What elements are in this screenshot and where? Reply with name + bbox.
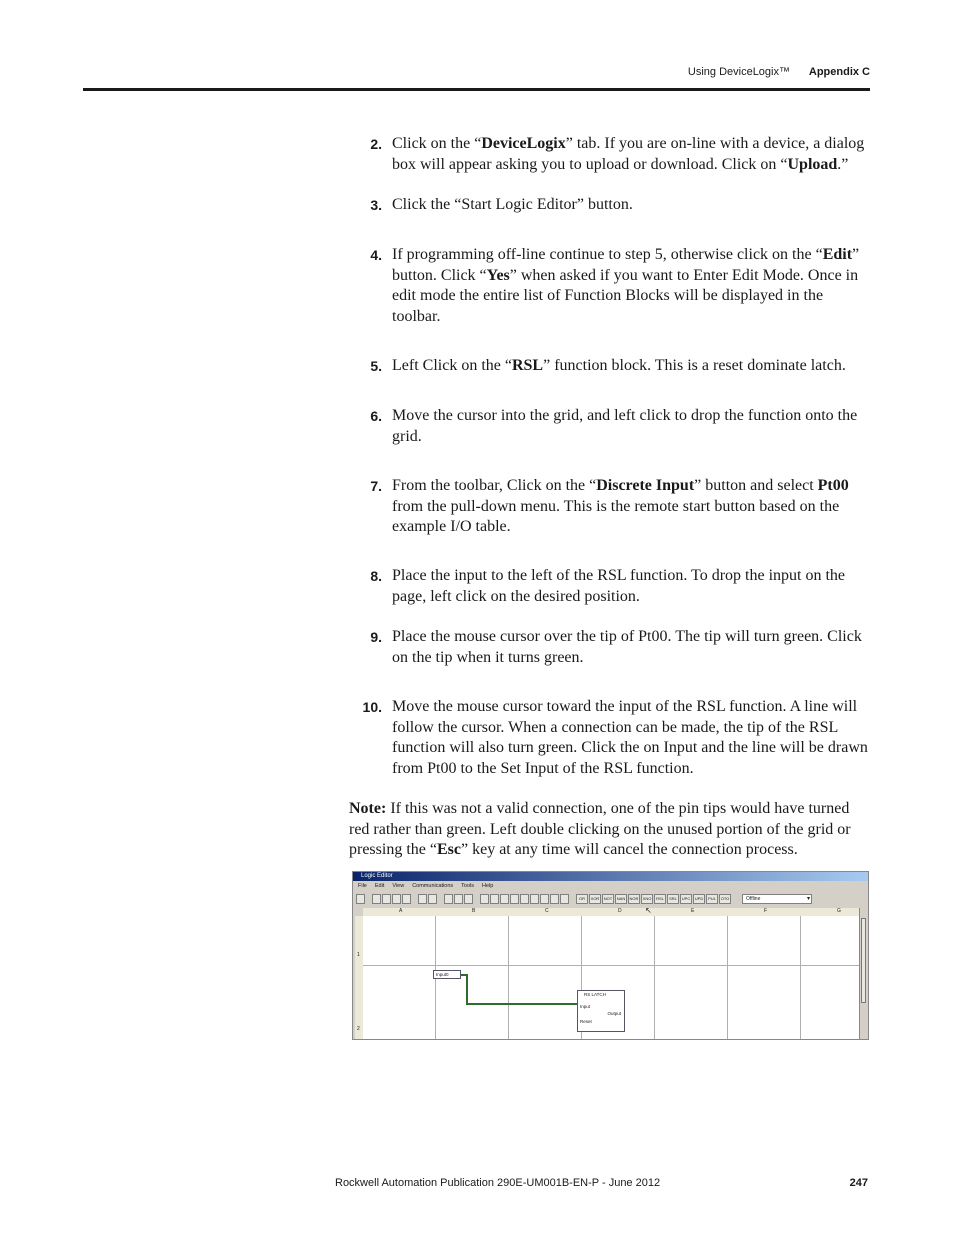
verify-icon <box>428 894 437 904</box>
col-label: G <box>837 908 841 914</box>
input-block: Input0 <box>433 970 461 979</box>
connection-wire <box>466 974 468 1005</box>
mouse-cursor-icon: ↖ <box>645 906 652 915</box>
discrete-output-icon <box>490 894 499 904</box>
header-rule <box>83 88 870 91</box>
grid-row-header <box>355 916 363 1039</box>
analog-input-icon <box>520 894 529 904</box>
col-label: A <box>399 908 403 914</box>
rs-latch-title: RS LATCH <box>584 992 606 997</box>
zoom-fit-icon <box>464 894 473 904</box>
zoom-out-icon <box>454 894 463 904</box>
fb-xnor: XNO <box>641 894 653 904</box>
step-number: 7. <box>370 478 382 494</box>
edit-icon <box>418 894 427 904</box>
fb-upc: UPC <box>680 894 692 904</box>
step-number: 10. <box>362 699 382 715</box>
mode-dropdown: Offline ▾ <box>742 894 812 904</box>
step-9: 9. Place the mouse cursor over the tip of Pt00. The tip will turn green. Click on the tip when it turns green. <box>360 627 870 668</box>
menu-communications: Communications <box>412 883 454 889</box>
fb-srl: SRL <box>667 894 679 904</box>
fb-not: NOT <box>602 894 614 904</box>
rs-latch-output: Output <box>607 1011 621 1016</box>
col-label: B <box>472 908 476 914</box>
step-number: 8. <box>370 568 382 584</box>
fb-rsl: RSL <box>654 894 666 904</box>
copy-icon <box>382 894 391 904</box>
step-10: 10. Move the mouse cursor toward the input of the RSL function. A line will follow the cursor. When a connection can be made, the tip of the RSL function will also turn green. Click the on Input and the line will be drawn from Pt00 to the Set Input of the RSL function. <box>360 697 870 779</box>
connection-wire <box>466 1003 577 1005</box>
window-title-bar: Logic Editor <box>353 872 868 881</box>
delete-icon <box>402 894 411 904</box>
network-output-icon <box>510 894 519 904</box>
fb-oto: OTO <box>719 894 731 904</box>
toolbar <box>353 892 868 906</box>
running-header-appendix: Appendix C <box>808 66 870 78</box>
step-3: 3. Click the “Start Logic Editor” button. <box>360 195 633 216</box>
col-label: D <box>618 908 622 914</box>
menu-view: View <box>392 883 405 889</box>
menu-edit: Edit <box>374 883 385 889</box>
row-label: 1 <box>357 952 360 958</box>
step-number: 2. <box>370 136 382 152</box>
step-5: 5. Left Click on the “RSL” function block. This is a reset dominate latch. <box>360 356 846 377</box>
esc-key: Esc <box>436 841 461 858</box>
note-label: Note: <box>349 800 387 817</box>
menu-file: File <box>358 883 367 889</box>
menu-help: Help <box>482 883 494 889</box>
zoom-in-icon <box>444 894 453 904</box>
row-label: 2 <box>357 1026 360 1032</box>
menu-bar <box>353 882 493 891</box>
print-icon <box>356 894 365 904</box>
note-paragraph: Note: If this was not a valid connection, one of the pin tips would have turned red rather than green. Left double clicking on the unused portion of the grid or pressing the “Esc” key at any time will cancel the connection process. <box>349 800 851 858</box>
step-7: 7. From the toolbar, Click on the “Discrete Input” button and select Pt00 from the pull-down menu. This is the remote start button based on the example I/O table. <box>360 476 870 538</box>
col-label: C <box>545 908 549 914</box>
scrollbar-thumb <box>861 918 866 1003</box>
analog-output-icon <box>530 894 539 904</box>
fb-nand: NAN <box>615 894 627 904</box>
running-header-title: Using DeviceLogix™ <box>687 66 790 78</box>
col-label: E <box>691 908 695 914</box>
rs-latch-reset: Reset <box>580 1019 592 1024</box>
and-gate-icon <box>560 894 569 904</box>
step-6: 6. Move the cursor into the grid, and left click to drop the function onto the grid. <box>360 406 870 447</box>
logic-editor-screenshot <box>352 871 869 1040</box>
fb-or: OR <box>576 894 588 904</box>
rs-latch-input: Input <box>580 1004 591 1009</box>
comment-icon <box>550 894 559 904</box>
col-label: F <box>764 908 768 914</box>
step-number: 3. <box>370 197 382 213</box>
step-number: 5. <box>370 358 382 374</box>
step-number: 4. <box>370 247 382 263</box>
fb-pul: PUL <box>706 894 718 904</box>
fb-xor: XOR <box>589 894 601 904</box>
cut-icon <box>372 894 381 904</box>
network-input-icon <box>500 894 509 904</box>
menu-tools: Tools <box>461 883 474 889</box>
discrete-input-icon <box>480 894 489 904</box>
fb-upd: UPD <box>693 894 705 904</box>
fb-nor: NOR <box>628 894 640 904</box>
paste-icon <box>392 894 401 904</box>
step-2: 2. Click on the “DeviceLogix” tab. If you are on-line with a device, a dialog box will appear asking you to upload or download. Click on “Upload.” <box>360 134 870 175</box>
step-number: 6. <box>370 408 382 424</box>
footer-publication: Rockwell Automation Publication 290E-UM001B-EN-P - June 2012 <box>335 1177 661 1189</box>
step-8: 8. Place the input to the left of the RSL function. To drop the input on the page, left click on the desired position. <box>360 566 870 607</box>
page-number: 247 <box>849 1177 868 1189</box>
step-number: 9. <box>370 629 382 645</box>
step-4: 4. If programming off-line continue to step 5, otherwise click on the “Edit” button. Click “Yes” when asked if you want to Enter Edit Mode. Once in edit mode the entire list of Function Blocks will be displayed in the toolbar. <box>360 245 870 327</box>
vertical-scrollbar <box>859 908 868 1039</box>
rs-latch-block <box>577 990 625 1032</box>
function-icon <box>540 894 549 904</box>
